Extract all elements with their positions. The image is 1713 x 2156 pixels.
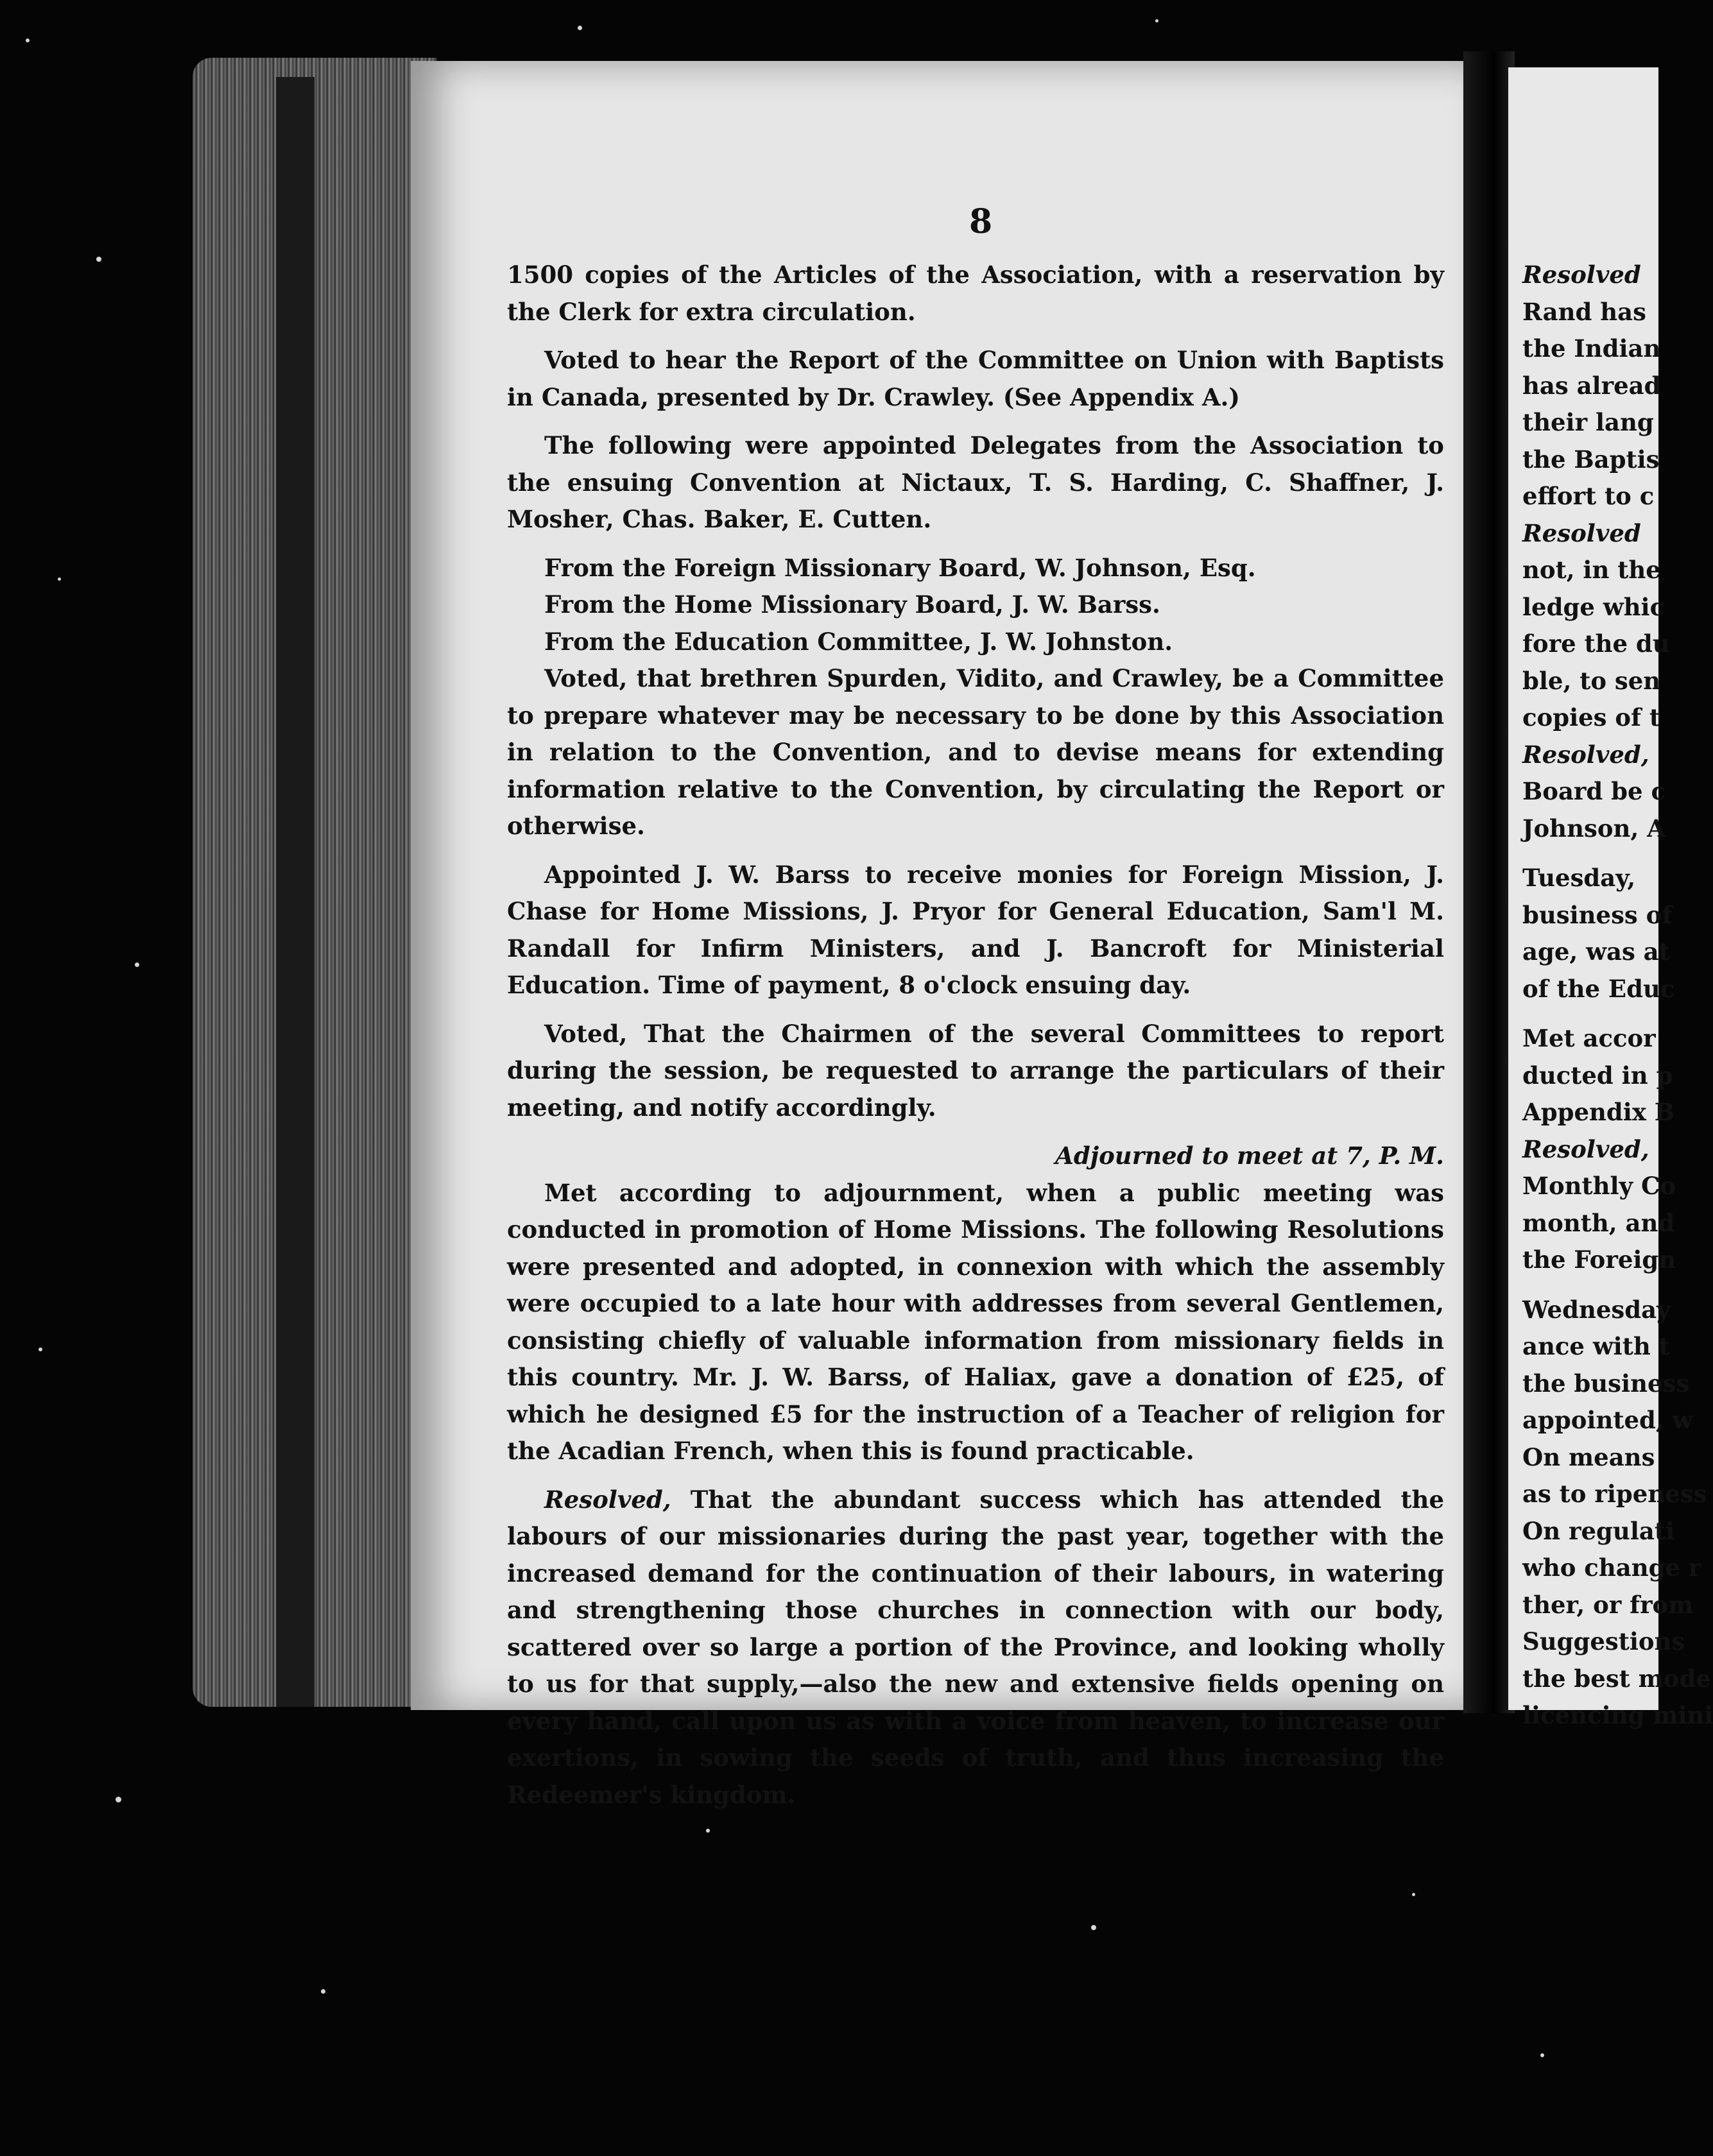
- right-page-line: ducted in p: [1522, 1061, 1673, 1090]
- right-page-line: of the Educ: [1522, 974, 1675, 1003]
- line-gap: [1522, 1279, 1658, 1292]
- dust-speck: [1091, 1925, 1096, 1930]
- book-gutter: [1463, 51, 1515, 1713]
- page-number: 8: [969, 202, 993, 241]
- dust-speck: [1412, 1893, 1415, 1896]
- right-page-line: Tuesday,: [1522, 864, 1636, 892]
- right-page-line: not, in the: [1522, 556, 1661, 584]
- dust-speck: [116, 1797, 121, 1802]
- right-page-line: ance with t: [1522, 1332, 1670, 1360]
- right-page-line: the best mode: [1522, 1664, 1711, 1693]
- dust-speck: [1155, 19, 1158, 22]
- right-page-line: age, was at: [1522, 937, 1670, 966]
- paragraph: The following were appointed Delegates from the Association to the ensuing Convention at Nictaux, T. S. Harding, C. Shaffner, J. Mosher, Chas. Baker, E. Cutten.: [507, 431, 1444, 533]
- paragraph: 1500 copies of the Articles of the Association, with a reservation by the Clerk for extra circulation.: [507, 261, 1444, 326]
- right-page-line: Wednesday: [1522, 1295, 1671, 1324]
- right-page-line: business of: [1522, 900, 1673, 929]
- adjourned-line: Adjourned to meet at 7, P. M.: [1055, 1142, 1444, 1170]
- resolution-text: That the abundant success which has attended the labours of our missionaries during the past year, together with the increased demand for the continuation of their labours, in watering and strengthening those churches in connection with our body, scattered over so large a portion of the Province, and looking wholly to us for that supply,—also the new and extensive fields opening on every hand, call upon us as with a voice from heaven, to increase our exertions, in sowing the seeds of truth, and thus increasing the Redeemer's kingdom.: [507, 1485, 1444, 1809]
- book-fore-edge: [193, 58, 436, 1707]
- right-page-line: ther, or from: [1522, 1590, 1694, 1619]
- right-page-line: Suggestions: [1522, 1627, 1685, 1656]
- paragraph: Met according to adjournment, when a public meeting was conducted in promotion of Home Missions. The following Resolutions were presented and adopted, in connexion with which the assembly were occupied to a late hour with addresses from several Gentlemen, consisting chiefly of valuable information from missionary fields in this country. Mr. J. W. Barss, of Haliax, gave a donation of £25, of which he designed £5 for the instruction of a Teacher of religion for the Acadian French, when this is found practicable.: [507, 1178, 1444, 1465]
- resolved-label: Resolved,: [544, 1485, 671, 1514]
- right-page-line: ledge whic: [1522, 592, 1665, 621]
- book-edge-shadow: [276, 77, 314, 1707]
- right-page-line: On regulati: [1522, 1516, 1674, 1545]
- dust-speck: [1540, 2053, 1544, 2057]
- dust-speck: [26, 38, 30, 42]
- paragraph: Voted, That the Chairmen of the several Committees to report during the session, be requested to arrange the particulars of their meeting, and notify accordingly.: [507, 1019, 1444, 1122]
- right-page-line: as to ripeness: [1522, 1480, 1707, 1508]
- right-page-line: Met accor: [1522, 1024, 1656, 1052]
- dust-speck: [58, 578, 61, 581]
- dust-speck: [39, 1348, 42, 1351]
- paragraph: Voted to hear the Report of the Committee on Union with Baptists in Canada, presented by Dr. Crawley. (See Appendix A.): [507, 346, 1444, 411]
- right-page-line: Johnson, A: [1522, 814, 1666, 843]
- right-page-line: Appendix B: [1522, 1098, 1675, 1126]
- paragraph: Voted, that brethren Spurden, Vidito, and Crawley, be a Committee to prepare whatever may be necessary to be done by this Association in relation to the Convention, and to devise means for extending information relative to the Convention, by circulating the Report or otherwise.: [507, 664, 1444, 840]
- right-page-line: their lang: [1522, 408, 1654, 436]
- right-page-line: Rand has: [1522, 297, 1646, 326]
- right-page-line: fore the du: [1522, 629, 1670, 658]
- right-page-line: licencing mini: [1522, 1701, 1713, 1729]
- dust-speck: [578, 26, 582, 30]
- right-page-line: ble, to sen: [1522, 666, 1661, 695]
- right-page-line: the Indian: [1522, 334, 1661, 363]
- line-gap: [1522, 847, 1658, 860]
- resolution: [507, 1482, 1444, 1814]
- right-page-line: has alread: [1522, 371, 1661, 400]
- right-page-line: month, and: [1522, 1208, 1675, 1237]
- dust-speck: [96, 257, 101, 262]
- paragraph: From the Home Missionary Board, J. W. Barss.: [544, 590, 1160, 619]
- right-page-line: copies of t: [1522, 703, 1660, 732]
- right-page-line: the Baptis: [1522, 445, 1660, 474]
- right-page-line: Resolved: [1522, 518, 1641, 547]
- right-page-line: appointed, w: [1522, 1406, 1693, 1434]
- dust-speck: [135, 963, 139, 967]
- right-page-line: the Foreign: [1522, 1245, 1676, 1274]
- dust-speck: [321, 1989, 325, 1994]
- right-page-line: effort to c: [1522, 482, 1655, 510]
- right-page-line: who change r: [1522, 1553, 1701, 1582]
- right-page-line: Resolved,: [1522, 740, 1649, 769]
- paragraph: From the Education Committee, J. W. Johnston.: [544, 627, 1173, 656]
- right-page-text: [1522, 257, 1713, 1734]
- paragraph: From the Foreign Missionary Board, W. Johnson, Esq.: [544, 553, 1256, 582]
- paragraph: Appointed J. W. Barss to receive monies for Foreign Mission, J. Chase for Home Missions, J. Pryor for General Education, Sam'l M. Randall for Infirm Ministers, and J. Bancroft for Ministerial Education. Time of payment, 8 o'clock ensuing day.: [507, 860, 1444, 999]
- dust-speck: [706, 1829, 710, 1833]
- page-text: [507, 257, 1444, 1825]
- right-page-line: On means: [1522, 1442, 1655, 1471]
- right-page-line: Resolved,: [1522, 1134, 1649, 1163]
- right-page-line: the business: [1522, 1369, 1690, 1398]
- right-page-line: Resolved: [1522, 261, 1641, 289]
- right-page-line: Board be c: [1522, 777, 1666, 805]
- line-gap: [1522, 1007, 1658, 1020]
- right-page-line: Monthly Co: [1522, 1172, 1676, 1200]
